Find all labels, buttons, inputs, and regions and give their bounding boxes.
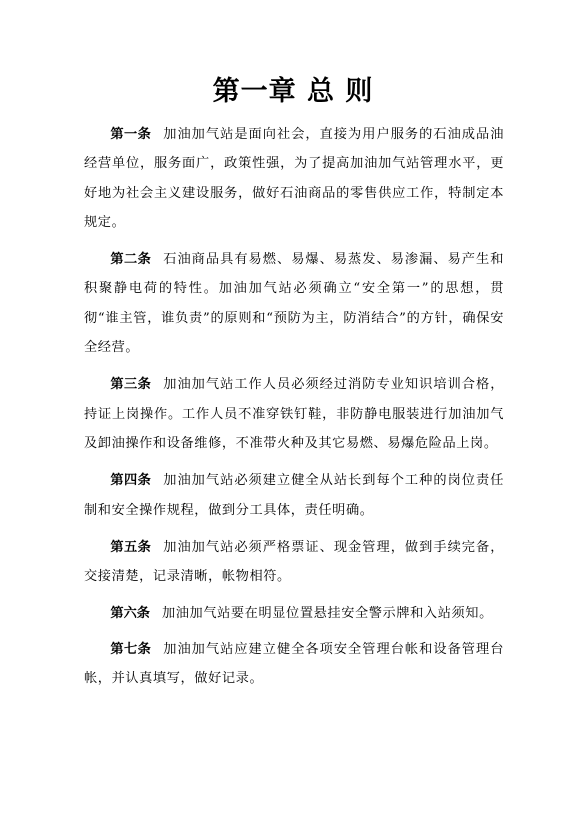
article-7 [84, 635, 504, 694]
article-1 [84, 120, 504, 237]
article-text: 加油加气站工作人员必须经过消防专业知识培训合格，持证上岗操作。工作人员不准穿铁钉鞋，非防静电服装进行加油加气及卸油操作和设备维修，不准带火种及其它易燃、易爆危险品上岗。 [84, 377, 505, 451]
article-label: 第七条 [110, 641, 152, 657]
document-body [84, 120, 504, 693]
article-label: 第二条 [110, 252, 152, 268]
chapter-title: 第一章 总 则 [212, 76, 374, 107]
article-6 [84, 599, 504, 628]
article-label: 第四条 [110, 473, 152, 489]
article-label: 第一条 [110, 127, 152, 142]
article-text: 加油加气站要在明显位置悬挂安全警示牌和入站须知。 [161, 606, 493, 622]
article-text: 加油加气站应建立健全各项安全管理台帐和设备管理台帐，并认真填写，做好记录。 [84, 641, 505, 687]
article-3 [84, 370, 504, 458]
article-4 [84, 466, 504, 525]
article-label: 第六条 [110, 606, 150, 622]
article-text: 加油加气站是面向社会，直接为用户服务的石油成品油经营单位，服务面广，政策性强，为了提高加油加气站管理水平，更好地为社会主义建设服务，做好石油商品的零售供应工作，特制定本规定。 [84, 127, 505, 230]
article-text: 加油加气站必须严格票证、现金管理，做到手续完备，交接清楚，记录清晰，帐物相符。 [84, 539, 505, 585]
article-label: 第三条 [110, 377, 152, 393]
article-2 [84, 245, 504, 362]
article-label: 第五条 [110, 539, 152, 555]
article-text: 石油商品具有易燃、易爆、易蒸发、易渗漏、易产生和积聚静电荷的特性。加油加气站必须确立“安全第一”的思想，贯彻“谁主管，谁负责”的原则和“预防为主，防消结合”的方针，确保安全经营。 [84, 252, 505, 356]
article-text: 加油加气站必须建立健全从站长到每个工种的岗位责任制和安全操作规程，做到分工具体，责任明确。 [84, 473, 505, 518]
article-5 [84, 533, 504, 592]
